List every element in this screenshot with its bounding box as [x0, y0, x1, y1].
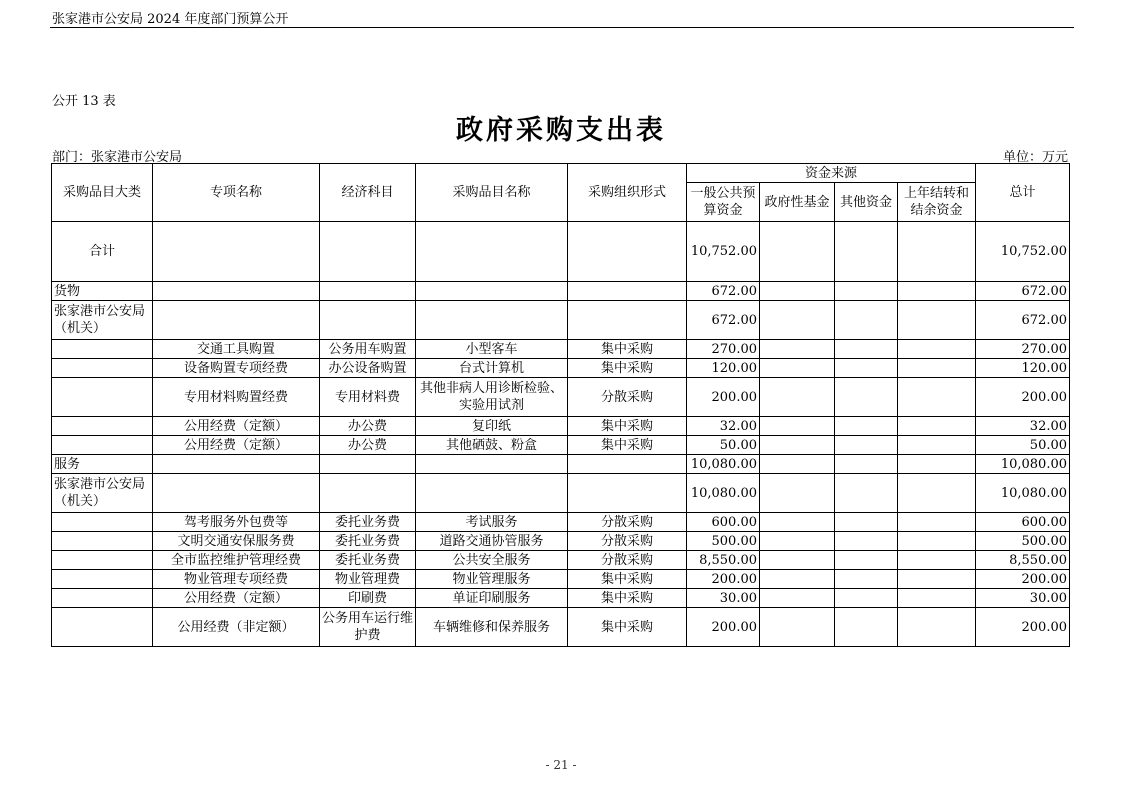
cell-gov-fund — [760, 436, 835, 455]
cell-econ — [320, 474, 416, 513]
cell-item — [416, 455, 568, 474]
cell-gov-fund — [760, 608, 835, 647]
cell-econ: 办公设备购置 — [320, 359, 416, 378]
cell-category: 张家港市公安局（机关） — [52, 474, 153, 513]
col-header-gov-fund: 政府性基金 — [760, 183, 835, 222]
table-row — [52, 455, 1070, 474]
cell-gov-fund — [760, 551, 835, 570]
cell-project: 交通工具购置 — [153, 340, 320, 359]
cell-carryover — [898, 417, 976, 436]
cell-general: 10,080.00 — [687, 455, 760, 474]
cell-total: 200.00 — [976, 378, 1070, 417]
cell-other — [835, 436, 898, 455]
cell-category: 服务 — [52, 455, 153, 474]
cell-item: 公共安全服务 — [416, 551, 568, 570]
cell-gov-fund — [760, 340, 835, 359]
cell-form: 集中采购 — [568, 359, 687, 378]
cell-form: 分散采购 — [568, 513, 687, 532]
col-header-funding: 资金来源 — [687, 164, 976, 183]
page-title: 政府采购支出表 — [456, 115, 666, 146]
procurement-table — [51, 163, 1070, 647]
cell-total: 10,080.00 — [976, 474, 1070, 513]
cell-carryover — [898, 551, 976, 570]
cell-category — [52, 378, 153, 417]
table-row — [52, 589, 1070, 608]
table-row — [52, 378, 1070, 417]
col-header-item: 采购品目名称 — [416, 164, 568, 222]
cell-form: 集中采购 — [568, 340, 687, 359]
cell-category — [52, 551, 153, 570]
cell-item: 复印纸 — [416, 417, 568, 436]
cell-form: 集中采购 — [568, 436, 687, 455]
cell-gov-fund — [760, 532, 835, 551]
cell-form — [568, 301, 687, 340]
cell-econ: 公务用车购置 — [320, 340, 416, 359]
cell-category — [52, 532, 153, 551]
cell-general: 50.00 — [687, 436, 760, 455]
cell-other — [835, 222, 898, 282]
cell-econ: 公务用车运行维护费 — [320, 608, 416, 647]
cell-project: 公用经费（定额） — [153, 589, 320, 608]
cell-gov-fund — [760, 282, 835, 301]
col-header-total: 总计 — [976, 164, 1070, 222]
cell-carryover — [898, 570, 976, 589]
cell-item: 道路交通协管服务 — [416, 532, 568, 551]
cell-econ: 物业管理费 — [320, 570, 416, 589]
cell-general: 8,550.00 — [687, 551, 760, 570]
cell-form: 集中采购 — [568, 589, 687, 608]
col-header-project: 专项名称 — [153, 164, 320, 222]
cell-gov-fund — [760, 301, 835, 340]
cell-econ: 办公费 — [320, 417, 416, 436]
table-row — [52, 608, 1070, 647]
col-header-other: 其他资金 — [835, 183, 898, 222]
cell-carryover — [898, 340, 976, 359]
cell-project: 专用材料购置经费 — [153, 378, 320, 417]
cell-item — [416, 222, 568, 282]
cell-carryover — [898, 359, 976, 378]
cell-general: 200.00 — [687, 570, 760, 589]
cell-general: 200.00 — [687, 378, 760, 417]
cell-carryover — [898, 589, 976, 608]
cell-form: 分散采购 — [568, 532, 687, 551]
cell-project — [153, 455, 320, 474]
cell-item: 车辆维修和保养服务 — [416, 608, 568, 647]
col-header-econ: 经济科目 — [320, 164, 416, 222]
header-rule — [50, 27, 1074, 28]
cell-carryover — [898, 474, 976, 513]
cell-project: 驾考服务外包费等 — [153, 513, 320, 532]
cell-category — [52, 513, 153, 532]
cell-form: 集中采购 — [568, 570, 687, 589]
cell-category — [52, 570, 153, 589]
cell-item: 其他硒鼓、粉盒 — [416, 436, 568, 455]
cell-other — [835, 589, 898, 608]
cell-form: 集中采购 — [568, 608, 687, 647]
cell-form: 集中采购 — [568, 417, 687, 436]
table-row — [52, 222, 1070, 282]
cell-project — [153, 301, 320, 340]
cell-other — [835, 474, 898, 513]
cell-econ: 专用材料费 — [320, 378, 416, 417]
cell-general: 200.00 — [687, 608, 760, 647]
cell-other — [835, 340, 898, 359]
cell-category: 货物 — [52, 282, 153, 301]
cell-other — [835, 359, 898, 378]
cell-carryover — [898, 222, 976, 282]
cell-form: 分散采购 — [568, 551, 687, 570]
cell-project: 物业管理专项经费 — [153, 570, 320, 589]
department-label: 部门：张家港市公安局 — [52, 150, 183, 165]
col-header-category: 采购品目大类 — [52, 164, 153, 222]
cell-econ: 委托业务费 — [320, 532, 416, 551]
cell-item — [416, 301, 568, 340]
cell-gov-fund — [760, 378, 835, 417]
cell-econ — [320, 222, 416, 282]
cell-general: 672.00 — [687, 301, 760, 340]
cell-other — [835, 282, 898, 301]
cell-gov-fund — [760, 417, 835, 436]
cell-econ: 委托业务费 — [320, 513, 416, 532]
table-row — [52, 340, 1070, 359]
page-number: - 21 - — [545, 758, 577, 772]
cell-item — [416, 474, 568, 513]
cell-total: 120.00 — [976, 359, 1070, 378]
cell-item: 物业管理服务 — [416, 570, 568, 589]
cell-category — [52, 589, 153, 608]
table-header — [52, 164, 1070, 222]
cell-general: 30.00 — [687, 589, 760, 608]
cell-other — [835, 301, 898, 340]
cell-category — [52, 417, 153, 436]
cell-total: 500.00 — [976, 532, 1070, 551]
cell-form: 分散采购 — [568, 378, 687, 417]
cell-total: 600.00 — [976, 513, 1070, 532]
cell-gov-fund — [760, 570, 835, 589]
running-header: 张家港市公安局 2024 年度部门预算公开 — [52, 12, 289, 27]
table-row — [52, 551, 1070, 570]
cell-project — [153, 474, 320, 513]
cell-other — [835, 378, 898, 417]
cell-general: 10,752.00 — [687, 222, 760, 282]
cell-category: 张家港市公安局（机关） — [52, 301, 153, 340]
cell-item: 单证印刷服务 — [416, 589, 568, 608]
cell-total: 672.00 — [976, 282, 1070, 301]
table-row — [52, 436, 1070, 455]
table-number: 公开 13 表 — [52, 94, 116, 109]
table-row — [52, 417, 1070, 436]
table-row — [52, 513, 1070, 532]
cell-total: 30.00 — [976, 589, 1070, 608]
cell-carryover — [898, 436, 976, 455]
cell-project: 公用经费（非定额） — [153, 608, 320, 647]
col-header-form: 采购组织形式 — [568, 164, 687, 222]
cell-econ: 办公费 — [320, 436, 416, 455]
cell-category — [52, 436, 153, 455]
cell-general: 32.00 — [687, 417, 760, 436]
cell-total: 672.00 — [976, 301, 1070, 340]
cell-general: 270.00 — [687, 340, 760, 359]
cell-category — [52, 359, 153, 378]
cell-project — [153, 282, 320, 301]
cell-total: 10,080.00 — [976, 455, 1070, 474]
cell-econ — [320, 455, 416, 474]
cell-general: 672.00 — [687, 282, 760, 301]
cell-total: 200.00 — [976, 570, 1070, 589]
cell-project — [153, 222, 320, 282]
cell-general: 600.00 — [687, 513, 760, 532]
cell-carryover — [898, 532, 976, 551]
cell-other — [835, 570, 898, 589]
cell-carryover — [898, 513, 976, 532]
cell-gov-fund — [760, 359, 835, 378]
cell-form — [568, 282, 687, 301]
cell-econ: 印刷费 — [320, 589, 416, 608]
cell-total: 50.00 — [976, 436, 1070, 455]
cell-general: 120.00 — [687, 359, 760, 378]
cell-project: 公用经费（定额） — [153, 436, 320, 455]
cell-total: 32.00 — [976, 417, 1070, 436]
cell-other — [835, 608, 898, 647]
cell-carryover — [898, 455, 976, 474]
cell-carryover — [898, 608, 976, 647]
cell-econ — [320, 301, 416, 340]
cell-general: 10,080.00 — [687, 474, 760, 513]
table-row — [52, 359, 1070, 378]
cell-gov-fund — [760, 455, 835, 474]
table-row — [52, 474, 1070, 513]
cell-carryover — [898, 378, 976, 417]
cell-item: 其他非病人用诊断检验、实验用试剂 — [416, 378, 568, 417]
cell-form — [568, 474, 687, 513]
cell-econ: 委托业务费 — [320, 551, 416, 570]
cell-other — [835, 455, 898, 474]
cell-project: 设备购置专项经费 — [153, 359, 320, 378]
table-row — [52, 282, 1070, 301]
cell-other — [835, 513, 898, 532]
unit-label: 单位：万元 — [1002, 150, 1068, 165]
cell-category: 合计 — [52, 222, 153, 282]
cell-total: 200.00 — [976, 608, 1070, 647]
cell-carryover — [898, 301, 976, 340]
cell-total: 10,752.00 — [976, 222, 1070, 282]
cell-gov-fund — [760, 513, 835, 532]
cell-item: 考试服务 — [416, 513, 568, 532]
cell-project: 公用经费（定额） — [153, 417, 320, 436]
cell-project: 文明交通安保服务费 — [153, 532, 320, 551]
cell-general: 500.00 — [687, 532, 760, 551]
table-row — [52, 532, 1070, 551]
cell-other — [835, 532, 898, 551]
cell-form — [568, 222, 687, 282]
cell-other — [835, 551, 898, 570]
cell-gov-fund — [760, 474, 835, 513]
cell-item: 小型客车 — [416, 340, 568, 359]
cell-category — [52, 340, 153, 359]
cell-gov-fund — [760, 589, 835, 608]
col-header-carryover: 上年结转和结余资金 — [898, 183, 976, 222]
col-header-general: 一般公共预算资金 — [687, 183, 760, 222]
cell-gov-fund — [760, 222, 835, 282]
cell-other — [835, 417, 898, 436]
cell-total: 8,550.00 — [976, 551, 1070, 570]
table-row — [52, 570, 1070, 589]
cell-total: 270.00 — [976, 340, 1070, 359]
cell-econ — [320, 282, 416, 301]
cell-item — [416, 282, 568, 301]
cell-category — [52, 608, 153, 647]
cell-project: 全市监控维护管理经费 — [153, 551, 320, 570]
table-row — [52, 301, 1070, 340]
cell-form — [568, 455, 687, 474]
cell-item: 台式计算机 — [416, 359, 568, 378]
cell-carryover — [898, 282, 976, 301]
